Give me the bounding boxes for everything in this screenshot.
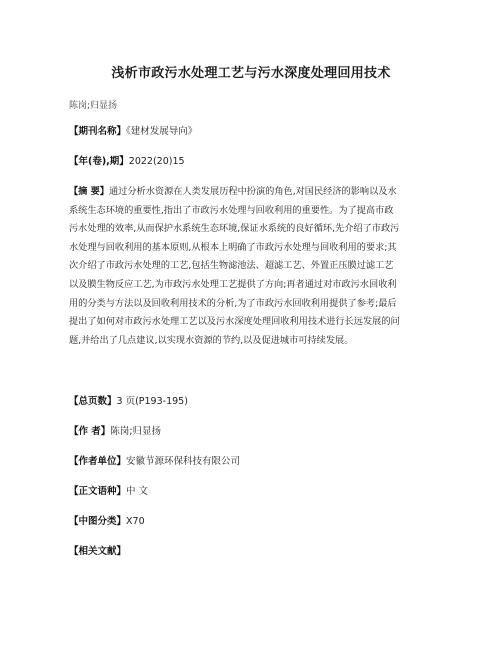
abstract-block — [69, 183, 441, 350]
language-field — [69, 483, 148, 497]
abstract-line: 以及膜生物反应工艺,为市政污水处理工艺提供了方向;再者通过对市政污水回收利 — [69, 278, 397, 290]
abstract-line: 题,并给出了几点建议,以实现水资源的节约,以及促进城市可持续发展。 — [69, 334, 354, 346]
abstract-label: 【摘 要】 — [69, 186, 109, 197]
language-value: 中 文 — [126, 486, 149, 497]
abstract-line: 提出了如何对市政污水处理工艺以及污水深度处理回收利用技术进行长远发展的问 — [69, 316, 400, 328]
journal-label: 【期刊名称】 — [69, 126, 127, 137]
classification-field — [69, 513, 145, 527]
journal-value: 《建材发展导向》 — [126, 126, 198, 137]
year-field — [69, 153, 185, 167]
year-value: 2022(20)15 — [128, 156, 185, 167]
pages-label: 【总页数】 — [69, 396, 117, 407]
abstract-line: 污水处理的效率,从而保护水系统生态环境,保证水系统的良好循环,先介绍了市政污 — [69, 223, 400, 235]
journal-field — [69, 123, 197, 137]
abstract-line: 次介绍了市政污水处理的工艺,包括生物滤池法、超滤工艺、外置正压膜过滤工艺 — [69, 260, 394, 272]
abstract-line — [69, 183, 441, 202]
affiliation-label: 【作者单位】 — [69, 456, 127, 467]
year-label: 【年(卷),期】 — [69, 156, 129, 167]
affiliation-value: 安徽节源环保科技有限公司 — [126, 456, 241, 467]
classification-label: 【中图分类】 — [69, 516, 127, 527]
pages-value: 3 页(P193-195) — [116, 396, 188, 407]
pages-field — [69, 393, 188, 407]
author-line: 陈岗;归显扬 — [69, 101, 118, 111]
abstract-line: 系统生态环境的重要性,指出了市政污水处理与回收利用的重要性。为了提高市政 — [69, 204, 394, 216]
abstract-line: 水处理与回收利用的基本原则,从根本上明确了市政污水处理与回收利用的要求;其 — [69, 241, 397, 253]
authors-value: 陈岗;归显扬 — [110, 426, 162, 437]
related-label: 【相关文献】 — [69, 546, 127, 557]
language-label: 【正文语种】 — [69, 486, 127, 497]
affiliation-field — [69, 453, 240, 467]
authors-label: 【作 者】 — [69, 426, 111, 437]
abstract-line: 用的分类与方法以及回收利用技术的分析,为了市政污水回收利用提供了参考;最后 — [69, 297, 397, 309]
document-title: 浅析市政污水处理工艺与污水深度处理回用技术 — [111, 66, 391, 81]
abstract-text: 通过分析水资源在人类发展历程中扮演的角色,对国民经济的影响以及水 — [108, 186, 397, 197]
classification-value: X70 — [126, 516, 145, 527]
authors-field — [69, 423, 161, 437]
related-field — [69, 543, 126, 557]
